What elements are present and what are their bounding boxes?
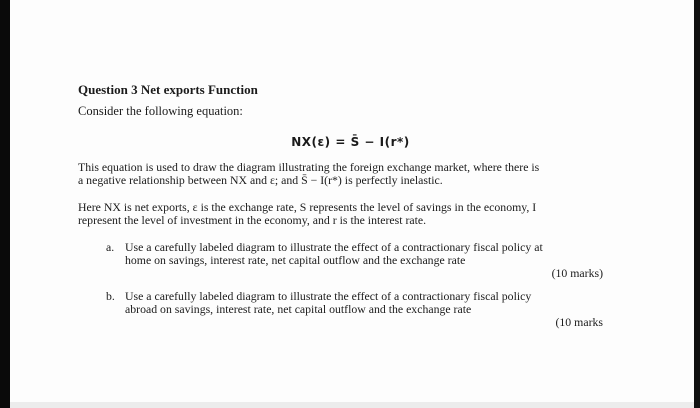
part-a (78, 241, 623, 280)
part-letter: a. (106, 240, 115, 254)
question-title: Question 3 Net exports Function (78, 82, 258, 97)
right-frame-border (694, 0, 700, 408)
part-text-line: Use a carefully labeled diagram to illustrate the effect of a contractionary fiscal policy at (125, 240, 543, 254)
definitions-line: represent the level of investment in the economy, and r is the interest rate. (78, 213, 427, 227)
equation: NX(ε) = S̄ − I(r*) (291, 135, 410, 149)
part-letter: b. (106, 289, 115, 303)
definitions-paragraph (78, 201, 623, 227)
description-paragraph (78, 161, 623, 187)
part-marks: (10 marks) (551, 266, 603, 280)
part-text-line: abroad on savings, interest rate, net capital outflow and the exchange rate (125, 302, 472, 316)
part-text-line: home on savings, interest rate, net capital outflow and the exchange rate (125, 253, 466, 267)
part-text-line: Use a carefully labeled diagram to illustrate the effect of a contractionary fiscal policy (125, 289, 532, 303)
question-intro: Consider the following equation: (78, 104, 243, 118)
description-line: This equation is used to draw the diagram illustrating the foreign exchange market, where there is (78, 160, 540, 174)
part-b (78, 290, 623, 329)
bottom-edge (10, 402, 694, 408)
description-line: a negative relationship between NX and ε; and S̄ − I(r*) is perfectly inelastic. (78, 173, 443, 187)
definitions-line: Here NX is net exports, ε is the exchange rate, S represents the level of savings in the economy, I (78, 200, 537, 214)
left-frame-border (0, 0, 10, 408)
question-content (78, 82, 623, 339)
part-marks: (10 marks (555, 315, 603, 329)
